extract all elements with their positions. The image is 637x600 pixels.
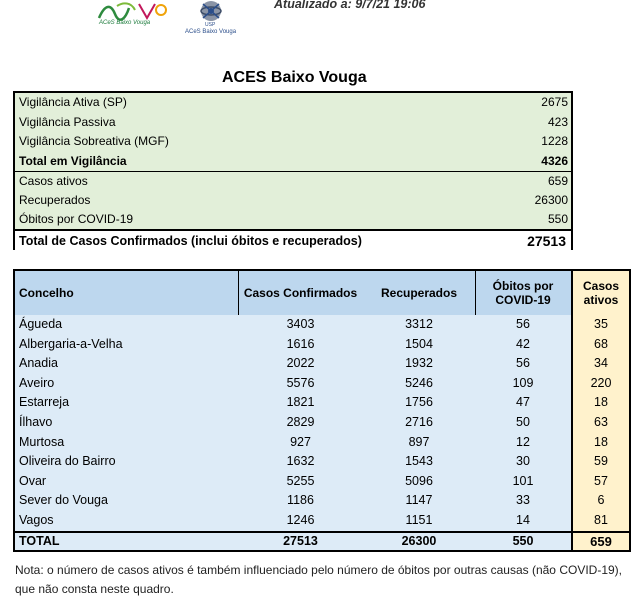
- cell-ativos: 68: [571, 335, 629, 355]
- cell-confirmados: 2022: [238, 354, 363, 374]
- summary-row: [15, 191, 571, 211]
- cell-obitos: 30: [475, 452, 571, 472]
- summary-value: 2675: [541, 95, 568, 109]
- table-row: [15, 393, 629, 413]
- table-row: [15, 452, 629, 472]
- summary-label: Casos ativos: [19, 174, 88, 188]
- summary-label: Vigilância Sobreativa (MGF): [19, 134, 169, 148]
- table-row: [15, 472, 629, 492]
- cell-concelho: Vagos: [15, 511, 238, 531]
- table-header: [15, 271, 629, 317]
- cell-concelho: Aveiro: [15, 374, 238, 394]
- cell-ativos: 18: [571, 433, 629, 453]
- table-row: [15, 511, 629, 531]
- cell-concelho: Albergaria-a-Velha: [15, 335, 238, 355]
- cell-confirmados: 927: [238, 433, 363, 453]
- summary-value: 1228: [541, 134, 568, 148]
- logos: [95, 0, 245, 38]
- cell-obitos: 42: [475, 335, 571, 355]
- cell-ativos: 81: [571, 511, 629, 531]
- table-row: [15, 354, 629, 374]
- cell-recuperados: 1756: [363, 393, 475, 413]
- column-divider: [475, 271, 476, 315]
- cell-confirmados: 1821: [238, 393, 363, 413]
- cell-obitos: 50: [475, 413, 571, 433]
- cell-concelho: Murtosa: [15, 433, 238, 453]
- cell-confirmados: 1246: [238, 511, 363, 531]
- total-obitos: 550: [475, 533, 571, 550]
- cell-ativos: 34: [571, 354, 629, 374]
- cell-concelho: Oliveira do Bairro: [15, 452, 238, 472]
- cell-ativos: 59: [571, 452, 629, 472]
- header-ativos: Casos ativos: [571, 271, 629, 315]
- footnote: Nota: o número de casos ativos é também influenciado pelo número de óbitos por outras causas (não COVID-19), que não consta neste quadro.: [15, 563, 622, 596]
- cell-confirmados: 5255: [238, 472, 363, 492]
- cell-obitos: 56: [475, 354, 571, 374]
- cell-recuperados: 1151: [363, 511, 475, 531]
- summary-row-total-confirmados: [15, 229, 571, 250]
- cell-obitos: 101: [475, 472, 571, 492]
- cell-ativos: 6: [571, 491, 629, 511]
- total-recuperados: 26300: [363, 533, 475, 550]
- summary-row: [15, 93, 571, 113]
- cell-recuperados: 1543: [363, 452, 475, 472]
- summary-label: Recuperados: [19, 192, 91, 207]
- cell-confirmados: 5576: [238, 374, 363, 394]
- summary-label: Vigilância Ativa (SP): [19, 95, 127, 109]
- summary-final-label: Total de Casos Confirmados (inclui óbitos e recuperados): [19, 234, 362, 248]
- cell-ativos: 35: [571, 315, 629, 335]
- summary-row: [15, 132, 571, 152]
- cell-obitos: 109: [475, 374, 571, 394]
- table-row: [15, 491, 629, 511]
- table-total-row: [15, 531, 629, 550]
- summary-value: 26300: [534, 192, 568, 207]
- cell-recuperados: 1504: [363, 335, 475, 355]
- usp-logo: [179, 0, 241, 38]
- cell-obitos: 56: [475, 315, 571, 335]
- cell-concelho: Sever do Vouga: [15, 491, 238, 511]
- cell-obitos: 47: [475, 393, 571, 413]
- page-title: ACES Baixo Vouga: [222, 69, 367, 86]
- summary-value: 4326: [541, 153, 568, 168]
- cell-obitos: 33: [475, 491, 571, 511]
- aces-logo: [95, 0, 173, 30]
- cell-recuperados: 5096: [363, 472, 475, 492]
- cell-confirmados: 1186: [238, 491, 363, 511]
- cell-ativos: 63: [571, 413, 629, 433]
- table-row: [15, 433, 629, 453]
- cell-confirmados: 1632: [238, 452, 363, 472]
- usp-logo-text: ACeS Baixo Vouga: [185, 29, 237, 35]
- summary-row: [15, 210, 571, 230]
- concelho-table: [13, 269, 631, 552]
- summary-label: Total em Vigilância: [19, 153, 127, 168]
- summary-final-value: 27513: [527, 233, 566, 249]
- total-ativos: 659: [571, 533, 629, 550]
- summary-row: [15, 113, 571, 133]
- summary-box: [13, 91, 573, 250]
- usp-globe-icon: [179, 0, 241, 24]
- summary-value: 550: [547, 212, 568, 226]
- summary-value: 659: [547, 174, 568, 188]
- cell-confirmados: 3403: [238, 315, 363, 335]
- header-confirmados: Casos Confirmados: [243, 286, 358, 300]
- cell-ativos: 220: [571, 374, 629, 394]
- cell-recuperados: 5246: [363, 374, 475, 394]
- cell-concelho: Ovar: [15, 472, 238, 492]
- table-row: [15, 315, 629, 335]
- cell-recuperados: 1147: [363, 491, 475, 511]
- header-concelho: Concelho: [19, 286, 74, 300]
- cell-concelho: Estarreja: [15, 393, 238, 413]
- summary-row-total-vigilancia: [15, 152, 571, 172]
- table-row: [15, 335, 629, 355]
- summary-row: [15, 171, 571, 191]
- cell-obitos: 14: [475, 511, 571, 531]
- summary-label: Óbitos por COVID-19: [19, 212, 134, 226]
- cell-recuperados: 2716: [363, 413, 475, 433]
- header-recuperados: Recuperados: [380, 286, 458, 300]
- cell-confirmados: 1616: [238, 335, 363, 355]
- cell-confirmados: 2829: [238, 413, 363, 433]
- header-obitos: Óbitos por COVID-19: [492, 279, 554, 307]
- cell-obitos: 12: [475, 433, 571, 453]
- total-concelho: TOTAL: [15, 533, 238, 550]
- cell-recuperados: 1932: [363, 354, 475, 374]
- table-row: [15, 413, 629, 433]
- cell-concelho: Águeda: [15, 315, 238, 335]
- usp-logo-label: USP: [205, 22, 216, 28]
- cell-ativos: 18: [571, 393, 629, 413]
- aces-logo-text: ACeS Baixo Vouga: [99, 20, 151, 26]
- table-row: [15, 374, 629, 394]
- cell-ativos: 57: [571, 472, 629, 492]
- updated-timestamp: Atualizado a: 9/7/21 19:06: [274, 0, 426, 11]
- cell-recuperados: 3312: [363, 315, 475, 335]
- summary-label: Vigilância Passiva: [19, 114, 116, 129]
- cell-concelho: Anadia: [15, 354, 238, 374]
- cell-concelho: Ílhavo: [15, 413, 238, 433]
- cell-recuperados: 897: [363, 433, 475, 453]
- total-confirmados: 27513: [238, 533, 363, 550]
- summary-value: 423: [547, 114, 568, 129]
- column-divider: [238, 271, 239, 315]
- aces-logo-mark-icon: [95, 0, 173, 22]
